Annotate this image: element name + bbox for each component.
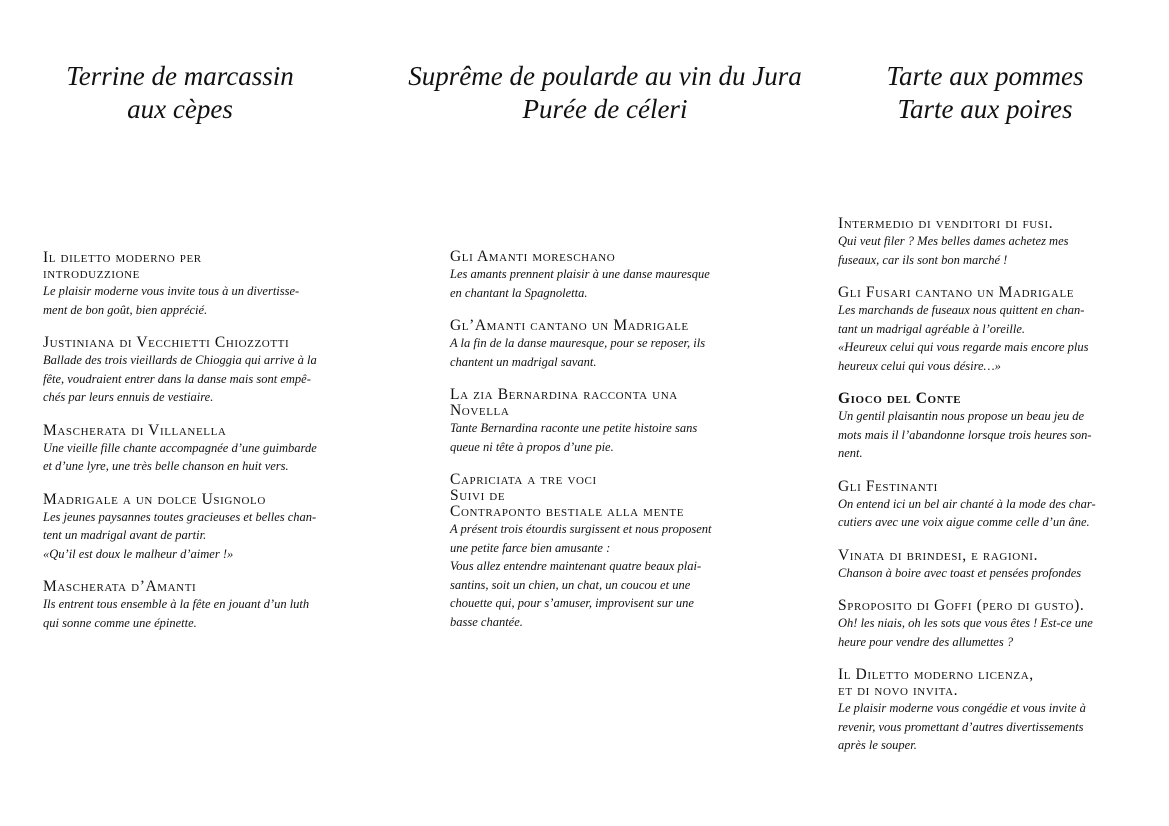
item-title-line: Sproposito di Goffi (pero di gusto).	[838, 597, 1085, 614]
item-description-line: Vous allez entendre maintenant quatre beaux plai-	[450, 559, 702, 573]
programme-column-3	[838, 216, 1138, 771]
item-description-line: ment de bon goût, bien apprécié.	[43, 302, 208, 317]
item-description	[450, 334, 780, 371]
item-title-line: Justiniana di Vecchietti Chiozzotti	[43, 334, 290, 351]
item-description-line: heure pour vendre des allumettes ?	[838, 634, 1014, 649]
item-description-line: qui sonne comme une épinette.	[43, 615, 197, 630]
programme-item	[450, 318, 780, 371]
item-title-line: Contraponto bestiale alla mente	[450, 503, 685, 520]
item-title-line: Vinata di brindesi, e ragioni.	[838, 546, 1039, 564]
item-description-line: Les jeunes paysannes toutes gracieuses et belles chan-	[43, 509, 317, 524]
item-title	[450, 387, 780, 419]
item-description-line: après le souper.	[838, 738, 917, 752]
item-title-line: et di novo invita.	[838, 682, 959, 699]
item-title-line: Mascherata d’Amanti	[43, 578, 197, 595]
programme-column-2	[450, 249, 780, 647]
item-title	[838, 216, 1138, 232]
programme-item	[43, 335, 373, 407]
item-title-line: Gli Amanti moreschano	[450, 248, 616, 265]
item-description-line: A présent trois étourdis surgissent et nous proposent	[450, 522, 712, 536]
item-description	[450, 265, 780, 302]
dish-heading-main	[400, 60, 810, 126]
item-description-line: basse chantée.	[450, 614, 523, 629]
item-description-line: Tante Bernardina raconte une petite histoire sans	[450, 421, 698, 435]
item-title-line: La zia Bernardina racconta una	[450, 386, 678, 403]
item-description	[838, 407, 1138, 463]
programme-item	[838, 598, 1138, 651]
item-description	[838, 614, 1138, 651]
item-description	[43, 595, 373, 632]
item-description	[450, 419, 780, 456]
item-description-line: Qui veut filer ? Mes belles dames achetez mes	[838, 234, 1069, 248]
item-description-line: «Qu’il est doux le malheur d’aimer !»	[43, 546, 234, 561]
programme-item	[838, 285, 1138, 375]
programme-item	[43, 423, 373, 476]
item-description-line: une petite farce bien amusante :	[450, 540, 611, 555]
item-title-line: Gioco del Conte	[838, 390, 962, 407]
programme-column-1	[43, 250, 373, 648]
item-description-line: chouette qui, pour s’amuser, improvisent sur une	[450, 596, 694, 610]
item-title-line: Intermedio di venditori di fusi.	[838, 215, 1054, 232]
item-description-line: Les amants prennent plaisir à une danse mauresque	[450, 267, 710, 281]
item-title	[838, 598, 1138, 614]
dish-line: Tarte aux pommes	[886, 61, 1084, 91]
item-description	[43, 439, 373, 476]
dish-line: Tarte aux poires	[897, 94, 1073, 124]
item-description-line: heureux celui qui vous désire…»	[838, 358, 1001, 373]
item-description-line: revenir, vous promettant d’autres divertissements	[838, 719, 1084, 734]
item-title	[43, 579, 373, 595]
item-description-line: cutiers avec une voix aigue comme celle d’un âne.	[838, 515, 1090, 529]
item-title	[838, 548, 1138, 564]
item-description-line: tant un madrigal agréable à l’oreille.	[838, 321, 1026, 336]
item-title-line: Suivi de	[450, 487, 506, 504]
item-description-line: et d’une lyre, une très belle chanson en huit vers.	[43, 459, 289, 473]
dish-line: Suprême de poularde au vin du Jura	[408, 61, 802, 91]
item-title-line: introduzzione	[43, 265, 141, 282]
item-description	[838, 495, 1138, 532]
item-title-line: Gli Festinanti	[838, 477, 938, 495]
item-title	[450, 249, 780, 265]
dish-line: Terrine de marcassin	[66, 61, 294, 91]
programme-item	[838, 216, 1138, 269]
item-description-line: Les marchands de fuseaux nous quittent en chan-	[838, 303, 1085, 317]
item-title	[838, 479, 1138, 495]
item-description-line: mots mais il l’abandonne lorsque trois heures son-	[838, 427, 1092, 442]
item-description-line: fuseaux, car ils sont bon marché !	[838, 252, 1008, 267]
item-description-line: On entend ici un bel air chanté à la mode des char-	[838, 496, 1096, 511]
item-description-line: Oh! les niais, oh les sots que vous êtes ! Est-ce une	[838, 616, 1093, 630]
programme-item	[838, 667, 1138, 755]
item-description-line: chantent un madrigal savant.	[450, 354, 597, 369]
programme-item	[450, 387, 780, 456]
dish-heading-dessert	[860, 60, 1110, 126]
item-description	[838, 301, 1138, 375]
programme-item	[838, 391, 1138, 463]
item-description-line: en chantant la Spagnoletta.	[450, 285, 588, 300]
item-title-line: Il diletto moderno per	[43, 249, 202, 266]
item-description-line: Un gentil plaisantin nous propose un beau jeu de	[838, 409, 1085, 423]
item-description-line: Une vieille fille chante accompagnée d’une guimbarde	[43, 440, 317, 455]
item-title	[450, 318, 780, 334]
item-title	[838, 667, 1138, 699]
item-description	[838, 699, 1138, 755]
item-description-line: A la fin de la danse mauresque, pour se reposer, ils	[450, 336, 706, 350]
item-description-line: chés par leurs ennuis de vestiaire.	[43, 390, 214, 404]
item-description	[43, 282, 373, 319]
programme-item	[838, 479, 1138, 532]
item-description-line: tent un madrigal avant de partir.	[43, 528, 207, 542]
item-description	[838, 564, 1138, 583]
programme-item	[450, 249, 780, 302]
item-description-line: fête, voudraient entrer dans la danse mais sont empê-	[43, 371, 311, 386]
item-description	[43, 508, 373, 564]
item-title	[838, 391, 1138, 407]
item-description-line: «Heureux celui qui vous regarde mais encore plus	[838, 340, 1089, 354]
item-title-line: Gli Fusari cantano un Madrigale	[838, 284, 1075, 301]
programme-item	[838, 548, 1138, 583]
item-description-line: Ballade des trois vieillards de Chioggia qui arrive à la	[43, 353, 317, 367]
item-title-line: Capriciata a tre voci	[450, 471, 597, 488]
item-title-line: Mascherata di Villanella	[43, 421, 227, 439]
item-title	[838, 285, 1138, 301]
programme-item	[43, 492, 373, 564]
item-description-line: Le plaisir moderne vous congédie et vous invite à	[838, 701, 1086, 715]
item-title	[43, 250, 373, 282]
dish-line: aux cèpes	[127, 94, 233, 124]
programme-item	[450, 472, 780, 631]
item-title	[450, 472, 780, 520]
item-title	[43, 492, 373, 508]
item-description-line: Le plaisir moderne vous invite tous à un divertisse-	[43, 284, 300, 298]
item-description	[43, 351, 373, 407]
item-title	[43, 423, 373, 439]
item-description-line: nent.	[838, 446, 863, 460]
item-title	[43, 335, 373, 351]
item-description-line: Chanson à boire avec toast et pensées profondes	[838, 565, 1082, 580]
programme-item	[43, 579, 373, 632]
item-title-line: Il Diletto moderno licenza,	[838, 666, 1034, 683]
item-description	[838, 232, 1138, 269]
item-title-line: Gl’Amanti cantano un Madrigale	[450, 317, 689, 334]
item-description-line: santins, soit un chien, un chat, un coucou et une	[450, 577, 691, 592]
dish-heading-starter	[40, 60, 320, 126]
item-description-line: Ils entrent tous ensemble à la fête en jouant d’un luth	[43, 597, 310, 611]
item-title-line: Novella	[450, 402, 510, 419]
item-description-line: queue ni tête à propos d’une pie.	[450, 439, 614, 454]
item-title-line: Madrigale a un dolce Usignolo	[43, 490, 266, 508]
dish-line: Purée de céleri	[522, 94, 688, 124]
item-description	[450, 520, 780, 631]
programme-item	[43, 250, 373, 319]
